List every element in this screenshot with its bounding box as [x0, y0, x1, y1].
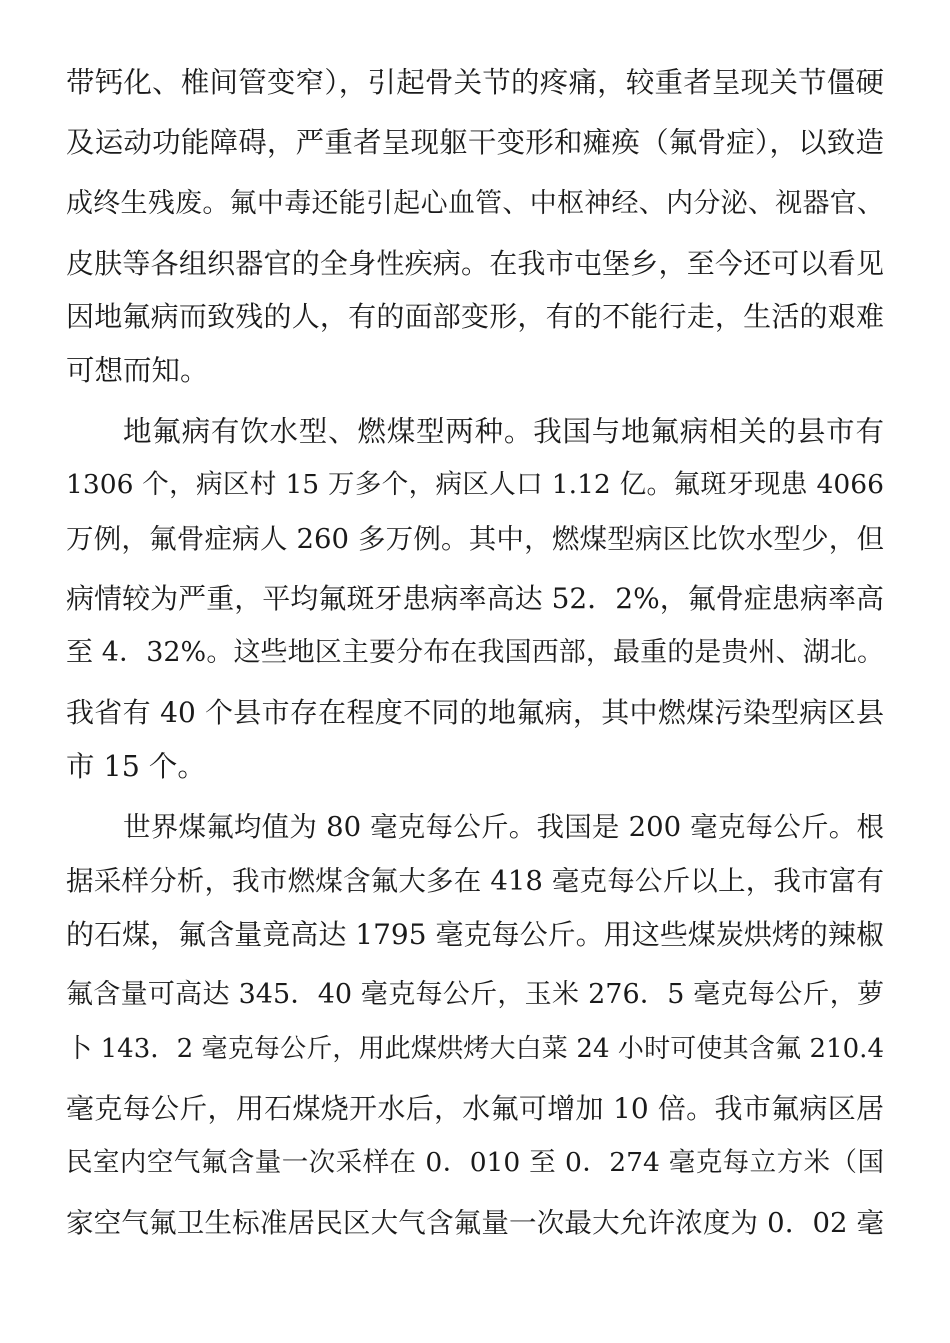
- paragraph-3-line-2: 据采样分析，我市燃煤含氟大多在 418 毫克每公斤以上，我市富有: [66, 865, 884, 897]
- paragraph-2-line-1: 地氟病有饮水型、燃煤型两种。我国与地氟病相关的县市有: [123, 415, 884, 448]
- paragraph-2-line-6: 我省有 40 个县市存在程度不同的地氟病，其中燃煤污染型病区县: [66, 696, 884, 729]
- paragraph-1-line-3: 成终生残废。氟中毒还能引起心血管、中枢神经、内分泌、视器官、: [66, 188, 884, 219]
- paragraph-3-line-4: 氟含量可高达 345．40 毫克每公斤，玉米 276．5 毫克每公斤，萝: [66, 979, 884, 1010]
- paragraph-3-line-7: 民室内空气氟含量一次采样在 0．010 至 0．274 毫克每立方米（国: [66, 1147, 884, 1178]
- paragraph-3-line-8: 家空气氟卫生标准居民区大气含氟量一次最大允许浓度为 0．02 毫: [66, 1207, 884, 1239]
- paragraph-2-line-2: 1306 个，病区村 15 万多个，病区人口 1.12 亿。氟斑牙现患 4066: [66, 469, 884, 500]
- paragraph-3-line-1: 世界煤氟均值为 80 毫克每公斤。我国是 200 毫克每公斤。根: [123, 811, 884, 843]
- paragraph-3-line-6: 毫克每公斤，用石煤烧开水后，水氟可增加 10 倍。我市氟病区居: [66, 1092, 884, 1125]
- paragraph-3-line-3: 的石煤，氟含量竟高达 1795 毫克每公斤。用这些煤炭烘烤的辣椒: [66, 918, 884, 951]
- paragraph-1-line-4: 皮肤等各组织器官的全身性疾病。在我市屯堡乡，至今还可以看见: [66, 247, 884, 280]
- paragraph-1-line-2: 及运动功能障碍，严重者呈现躯干变形和瘫痪（氟骨症），以致造: [66, 126, 884, 159]
- paragraph-1-line-5: 因地氟病而致残的人，有的面部变形，有的不能行走，生活的艰难: [66, 300, 884, 333]
- paragraph-3-line-5: 卜 143．2 毫克每公斤，用此煤烘烤大白菜 24 小时可使其含氟 210.4: [66, 1034, 884, 1064]
- paragraph-2-line-5: 至 4．32%。这些地区主要分布在我国西部，最重的是贵州、湖北。: [66, 637, 884, 668]
- paragraph-2-line-7: 市 15 个。: [66, 750, 206, 783]
- paragraph-1-line-1: 带钙化、椎间管变窄），引起骨关节的疼痛，较重者呈现关节僵硬: [66, 66, 884, 99]
- paragraph-2-line-4: 病情较为严重，平均氟斑牙患病率高达 52．2%，氟骨症患病率高: [66, 582, 884, 615]
- paragraph-2-line-3: 万例，氟骨症病人 260 多万例。其中，燃煤型病区比饮水型少，但: [66, 523, 884, 555]
- paragraph-1-line-6: 可想而知。: [66, 354, 209, 387]
